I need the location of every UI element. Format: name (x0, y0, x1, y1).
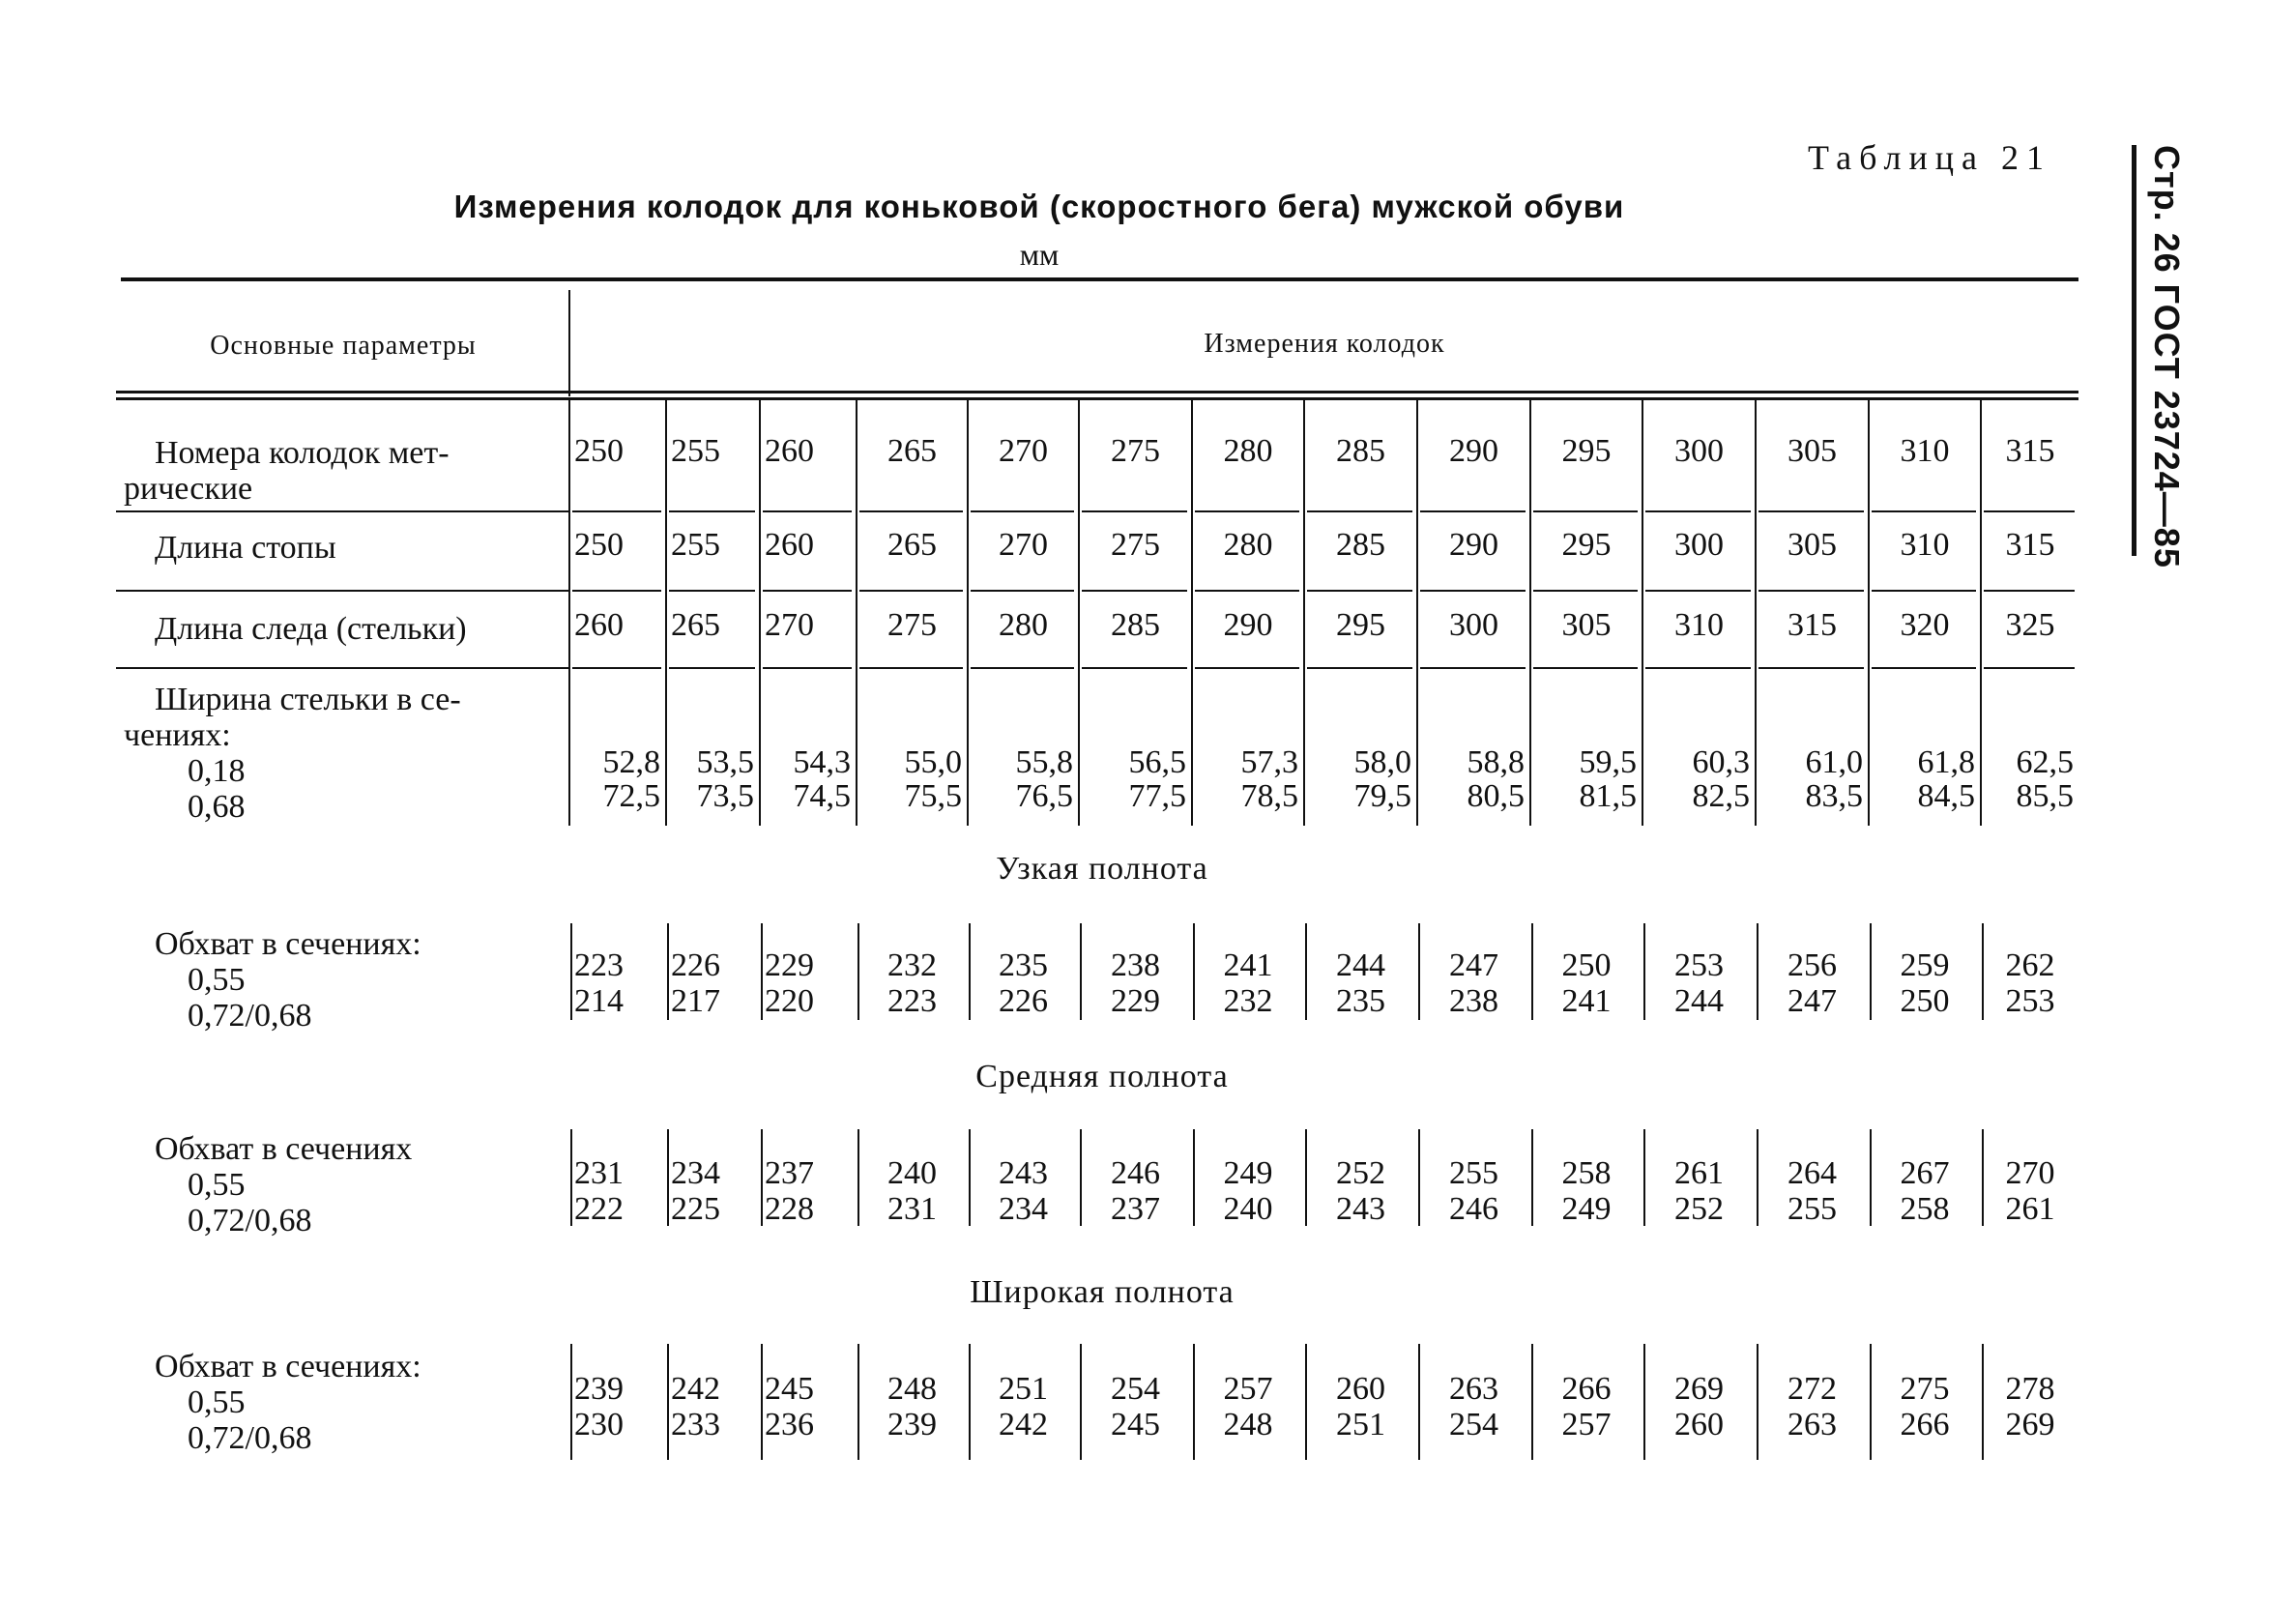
cell-shirina-068: 84,5 (1917, 778, 1975, 814)
cell-section-0-055: 244 (1336, 947, 1385, 983)
cell-section-0-055: 229 (765, 947, 814, 983)
cell-shirina-018: 58,0 (1353, 744, 1411, 780)
column-divider (1529, 400, 1531, 826)
side-rule (2132, 145, 2136, 556)
cell-rule (1872, 510, 1976, 512)
cell-section-1-072: 261 (2005, 1191, 2055, 1227)
cell-section-0-072: 220 (765, 983, 814, 1019)
column-divider (570, 923, 572, 1020)
cell-section-0-072: 226 (999, 983, 1048, 1019)
cell-rule (1872, 590, 1976, 592)
cell-rule (1984, 510, 2075, 512)
cell-shirina-068: 85,5 (2016, 778, 2074, 814)
column-divider (1868, 400, 1870, 826)
cell-section-2-055: 251 (999, 1371, 1048, 1407)
row-label-nomera: Номера колодок мет- рические (124, 435, 450, 507)
cell-rule (1758, 667, 1864, 669)
cell-section-0-072: 217 (671, 983, 720, 1019)
cell-rule (1533, 667, 1638, 669)
cell-nomera: 285 (1336, 433, 1385, 469)
row-label-dlina-stopy: Длина стопы (155, 530, 336, 566)
cell-rule (1645, 590, 1751, 592)
column-divider (761, 1129, 763, 1226)
cell-section-0-072: 244 (1674, 983, 1724, 1019)
column-divider (1982, 923, 1984, 1020)
column-divider (1080, 923, 1082, 1020)
cell-section-2-072: 233 (671, 1407, 720, 1442)
cell-rule (763, 590, 852, 592)
cell-section-2-072: 242 (999, 1407, 1048, 1442)
cell-section-0-072: 232 (1223, 983, 1273, 1019)
cell-rule (669, 510, 755, 512)
column-divider (857, 1129, 859, 1226)
cell-section-2-055: 254 (1111, 1371, 1160, 1407)
column-divider (969, 923, 971, 1020)
cell-section-1-055: 261 (1674, 1155, 1724, 1191)
header-left: Основные параметры (210, 331, 477, 361)
cell-dlina-sleda: 270 (765, 607, 814, 643)
column-divider (856, 400, 857, 826)
cell-section-0-055: 262 (2005, 947, 2055, 983)
cell-section-0-055: 256 (1787, 947, 1837, 983)
cell-rule (669, 590, 755, 592)
cell-rule (859, 667, 963, 669)
cell-section-1-055: 255 (1449, 1155, 1498, 1191)
cell-dlina-sleda: 300 (1449, 607, 1498, 643)
cell-rule (763, 667, 852, 669)
cell-dlina-sleda: 265 (671, 607, 720, 643)
cell-rule (1758, 590, 1864, 592)
cell-dlina-sleda: 315 (1787, 607, 1837, 643)
column-divider (1870, 1129, 1872, 1226)
cell-shirina-018: 55,8 (1015, 744, 1073, 780)
column-divider (1418, 923, 1420, 1020)
section-title-uzkaya: Узкая полнота (996, 851, 1208, 887)
cell-rule (1307, 667, 1412, 669)
column-divider (1755, 400, 1757, 826)
cell-dlina-sleda: 290 (1223, 607, 1273, 643)
column-divider (1191, 400, 1193, 826)
cell-dlina-sleda: 275 (887, 607, 937, 643)
column-divider (1531, 1344, 1533, 1460)
cell-nomera: 295 (1561, 433, 1612, 469)
cell-nomera: 260 (765, 433, 814, 469)
cell-dlina-stopy: 300 (1674, 527, 1724, 563)
column-divider (1643, 1129, 1645, 1226)
column-divider (1870, 923, 1872, 1020)
cell-section-1-072: 243 (1336, 1191, 1385, 1227)
column-divider (761, 1344, 763, 1460)
column-divider (969, 1344, 971, 1460)
cell-section-2-072: 245 (1111, 1407, 1160, 1442)
cell-section-0-055: 223 (574, 947, 624, 983)
cell-section-2-072: 239 (887, 1407, 937, 1442)
cell-rule (1195, 510, 1299, 512)
cell-rule (1420, 510, 1526, 512)
row-label-shirina: Ширина стельки в се- чениях: 0,18 0,68 (124, 682, 461, 825)
cell-shirina-068: 76,5 (1015, 778, 1073, 814)
cell-dlina-stopy: 305 (1787, 527, 1837, 563)
section-title-srednyaya: Средняя полнота (975, 1059, 1229, 1094)
cell-nomera: 280 (1223, 433, 1273, 469)
cell-section-1-072: 237 (1111, 1191, 1160, 1227)
cell-rule (971, 510, 1074, 512)
cell-rule (1533, 590, 1638, 592)
column-divider (1982, 1129, 1984, 1226)
cell-nomera: 315 (2005, 433, 2055, 469)
cell-rule (1195, 667, 1299, 669)
cell-section-2-055: 275 (1900, 1371, 1950, 1407)
cell-section-1-072: 231 (887, 1191, 937, 1227)
table-number: Таблица 21 (1808, 138, 2051, 177)
cell-nomera: 250 (574, 433, 624, 469)
cell-shirina-068: 77,5 (1128, 778, 1186, 814)
cell-section-1-055: 267 (1900, 1155, 1950, 1191)
cell-rule (971, 590, 1074, 592)
column-divider (1303, 400, 1305, 826)
cell-section-2-055: 263 (1449, 1371, 1498, 1407)
section-label-shirokaya: Обхват в сечениях: 0,55 0,72/0,68 (155, 1349, 421, 1456)
section-label-srednyaya: Обхват в сечениях 0,55 0,72/0,68 (155, 1131, 413, 1238)
column-divider (969, 1129, 971, 1226)
cell-nomera: 265 (887, 433, 937, 469)
cell-rule (763, 510, 852, 512)
cell-section-2-055: 266 (1561, 1371, 1612, 1407)
cell-section-0-055: 235 (999, 947, 1048, 983)
cell-section-0-055: 259 (1900, 947, 1950, 983)
column-divider (1643, 1344, 1645, 1460)
cell-rule (1872, 667, 1976, 669)
column-divider (857, 923, 859, 1020)
cell-section-1-055: 252 (1336, 1155, 1385, 1191)
cell-section-2-055: 242 (671, 1371, 720, 1407)
cell-shirina-018: 57,3 (1240, 744, 1298, 780)
column-divider (1418, 1129, 1420, 1226)
cell-dlina-stopy: 290 (1449, 527, 1498, 563)
header-rule-1 (116, 391, 2078, 393)
cell-rule (1195, 590, 1299, 592)
table-title: Измерения колодок для коньковой (скоростного бега) мужской обуви (453, 189, 1625, 224)
cell-section-0-072: 235 (1336, 983, 1385, 1019)
column-divider (761, 923, 763, 1020)
cell-section-1-072: 258 (1900, 1191, 1950, 1227)
cell-section-2-072: 263 (1787, 1407, 1837, 1442)
cell-rule (572, 667, 661, 669)
column-divider (667, 1344, 669, 1460)
column-divider (1757, 1129, 1758, 1226)
cell-dlina-sleda: 260 (574, 607, 624, 643)
cell-dlina-sleda: 280 (999, 607, 1048, 643)
cell-rule (1307, 510, 1412, 512)
cell-dlina-stopy: 260 (765, 527, 814, 563)
cell-rule (1533, 510, 1638, 512)
cell-section-0-072: 247 (1787, 983, 1837, 1019)
cell-section-2-055: 278 (2005, 1371, 2055, 1407)
row-rule-2 (116, 590, 570, 592)
cell-section-1-055: 264 (1787, 1155, 1837, 1191)
cell-section-2-055: 245 (765, 1371, 814, 1407)
cell-dlina-stopy: 250 (574, 527, 624, 563)
cell-shirina-018: 61,0 (1805, 744, 1863, 780)
cell-section-1-072: 234 (999, 1191, 1048, 1227)
side-label: Стр. 26 ГОСТ 23724—85 (2147, 145, 2187, 568)
cell-section-1-072: 249 (1561, 1191, 1612, 1227)
cell-shirina-018: 52,8 (602, 744, 660, 780)
cell-section-1-072: 255 (1787, 1191, 1837, 1227)
column-divider (570, 1129, 572, 1226)
cell-rule (1645, 510, 1751, 512)
cell-rule (1082, 510, 1187, 512)
column-divider (1078, 400, 1080, 826)
column-divider (1870, 1344, 1872, 1460)
column-divider (667, 923, 669, 1020)
row-rule-1 (116, 510, 570, 512)
header-rule-2 (116, 397, 2078, 400)
cell-shirina-068: 82,5 (1692, 778, 1750, 814)
cell-nomera: 305 (1787, 433, 1837, 469)
cell-dlina-stopy: 315 (2005, 527, 2055, 563)
cell-shirina-018: 59,5 (1579, 744, 1637, 780)
cell-dlina-sleda: 285 (1111, 607, 1160, 643)
column-divider (1757, 923, 1758, 1020)
cell-section-2-072: 254 (1449, 1407, 1498, 1442)
cell-section-0-072: 250 (1900, 983, 1950, 1019)
column-divider (1642, 400, 1643, 826)
top-rule (121, 277, 2078, 281)
cell-shirina-018: 62,5 (2016, 744, 2074, 780)
cell-section-1-072: 240 (1223, 1191, 1273, 1227)
column-divider (1531, 923, 1533, 1020)
cell-section-1-072: 228 (765, 1191, 814, 1227)
cell-dlina-stopy: 265 (887, 527, 937, 563)
unit-label: мм (1019, 237, 1060, 272)
cell-rule (572, 590, 661, 592)
column-divider (1982, 1344, 1984, 1460)
cell-section-2-072: 266 (1900, 1407, 1950, 1442)
cell-shirina-068: 83,5 (1805, 778, 1863, 814)
cell-shirina-068: 80,5 (1467, 778, 1525, 814)
cell-dlina-sleda: 295 (1336, 607, 1385, 643)
cell-dlina-stopy: 310 (1900, 527, 1950, 563)
cell-shirina-068: 78,5 (1240, 778, 1298, 814)
row-rule-3 (116, 667, 570, 669)
cell-nomera: 270 (999, 433, 1048, 469)
cell-section-0-072: 223 (887, 983, 937, 1019)
cell-section-1-055: 246 (1111, 1155, 1160, 1191)
column-divider (1757, 1344, 1758, 1460)
cell-section-2-072: 236 (765, 1407, 814, 1442)
cell-section-2-072: 248 (1223, 1407, 1273, 1442)
section-label-uzkaya: Обхват в сечениях: 0,55 0,72/0,68 (155, 926, 421, 1034)
column-divider (1080, 1129, 1082, 1226)
cell-section-2-055: 239 (574, 1371, 624, 1407)
cell-section-0-072: 241 (1561, 983, 1612, 1019)
column-divider (1193, 1344, 1195, 1460)
cell-section-2-072: 260 (1674, 1407, 1724, 1442)
cell-dlina-sleda: 325 (2005, 607, 2055, 643)
cell-rule (572, 510, 661, 512)
cell-shirina-068: 72,5 (602, 778, 660, 814)
cell-rule (1984, 590, 2075, 592)
cell-section-1-055: 243 (999, 1155, 1048, 1191)
cell-section-2-055: 272 (1787, 1371, 1837, 1407)
cell-dlina-stopy: 295 (1561, 527, 1612, 563)
column-divider (1305, 1344, 1307, 1460)
cell-section-1-055: 270 (2005, 1155, 2055, 1191)
column-divider (1193, 923, 1195, 1020)
header-right: Измерения колодок (1204, 329, 1445, 359)
cell-shirina-018: 61,8 (1917, 744, 1975, 780)
cell-section-1-072: 225 (671, 1191, 720, 1227)
cell-section-0-072: 214 (574, 983, 624, 1019)
cell-section-1-055: 234 (671, 1155, 720, 1191)
cell-shirina-068: 75,5 (904, 778, 962, 814)
cell-nomera: 300 (1674, 433, 1724, 469)
cell-section-0-072: 229 (1111, 983, 1160, 1019)
column-divider (667, 1129, 669, 1226)
cell-rule (1420, 667, 1526, 669)
cell-section-0-055: 232 (887, 947, 937, 983)
cell-section-0-055: 253 (1674, 947, 1724, 983)
cell-nomera: 255 (671, 433, 720, 469)
cell-rule (1420, 590, 1526, 592)
cell-dlina-sleda: 305 (1561, 607, 1612, 643)
row-label-dlina-sleda: Длина следа (стельки) (155, 611, 467, 647)
cell-section-0-055: 238 (1111, 947, 1160, 983)
column-divider (967, 400, 969, 826)
cell-section-2-072: 230 (574, 1407, 624, 1442)
cell-rule (1082, 667, 1187, 669)
cell-dlina-stopy: 285 (1336, 527, 1385, 563)
cell-section-1-072: 222 (574, 1191, 624, 1227)
cell-section-2-055: 257 (1223, 1371, 1273, 1407)
cell-section-1-072: 246 (1449, 1191, 1498, 1227)
cell-nomera: 310 (1900, 433, 1950, 469)
column-divider (1080, 1344, 1082, 1460)
cell-section-2-055: 260 (1336, 1371, 1385, 1407)
cell-rule (1984, 667, 2075, 669)
cell-section-2-055: 269 (1674, 1371, 1724, 1407)
cell-shirina-068: 74,5 (793, 778, 851, 814)
cell-section-2-072: 257 (1561, 1407, 1612, 1442)
cell-dlina-stopy: 255 (671, 527, 720, 563)
cell-rule (859, 510, 963, 512)
cell-dlina-sleda: 320 (1900, 607, 1950, 643)
cell-shirina-068: 73,5 (696, 778, 754, 814)
cell-section-1-055: 231 (574, 1155, 624, 1191)
cell-section-1-055: 258 (1561, 1155, 1612, 1191)
cell-rule (1645, 667, 1751, 669)
cell-section-0-072: 238 (1449, 983, 1498, 1019)
cell-rule (859, 590, 963, 592)
column-divider (1193, 1129, 1195, 1226)
column-divider (1305, 1129, 1307, 1226)
cell-dlina-stopy: 275 (1111, 527, 1160, 563)
column-divider (1305, 923, 1307, 1020)
cell-shirina-068: 81,5 (1579, 778, 1637, 814)
cell-section-1-055: 249 (1223, 1155, 1273, 1191)
cell-section-2-055: 248 (887, 1371, 937, 1407)
cell-rule (1758, 510, 1864, 512)
cell-shirina-018: 60,3 (1692, 744, 1750, 780)
cell-dlina-sleda: 310 (1674, 607, 1724, 643)
column-divider (857, 1344, 859, 1460)
cell-shirina-018: 55,0 (904, 744, 962, 780)
column-divider (1418, 1344, 1420, 1460)
cell-section-2-072: 251 (1336, 1407, 1385, 1442)
cell-rule (1082, 590, 1187, 592)
cell-section-1-055: 237 (765, 1155, 814, 1191)
cell-shirina-018: 53,5 (696, 744, 754, 780)
column-divider (570, 1344, 572, 1460)
section-title-shirokaya: Широкая полнота (970, 1274, 1235, 1310)
column-divider (1416, 400, 1418, 826)
column-divider (1643, 923, 1645, 1020)
cell-section-0-055: 226 (671, 947, 720, 983)
cell-rule (971, 667, 1074, 669)
cell-section-0-055: 250 (1561, 947, 1612, 983)
cell-nomera: 290 (1449, 433, 1498, 469)
cell-section-1-055: 240 (887, 1155, 937, 1191)
cell-section-0-072: 253 (2005, 983, 2055, 1019)
cell-section-0-055: 241 (1223, 947, 1273, 983)
cell-dlina-stopy: 280 (1223, 527, 1273, 563)
cell-shirina-068: 79,5 (1353, 778, 1411, 814)
cell-section-2-072: 269 (2005, 1407, 2055, 1442)
cell-shirina-018: 58,8 (1467, 744, 1525, 780)
cell-shirina-018: 54,3 (793, 744, 851, 780)
cell-dlina-stopy: 270 (999, 527, 1048, 563)
cell-shirina-018: 56,5 (1128, 744, 1186, 780)
column-divider (1531, 1129, 1533, 1226)
cell-rule (669, 667, 755, 669)
cell-rule (1307, 590, 1412, 592)
cell-section-0-055: 247 (1449, 947, 1498, 983)
cell-nomera: 275 (1111, 433, 1160, 469)
cell-section-1-072: 252 (1674, 1191, 1724, 1227)
